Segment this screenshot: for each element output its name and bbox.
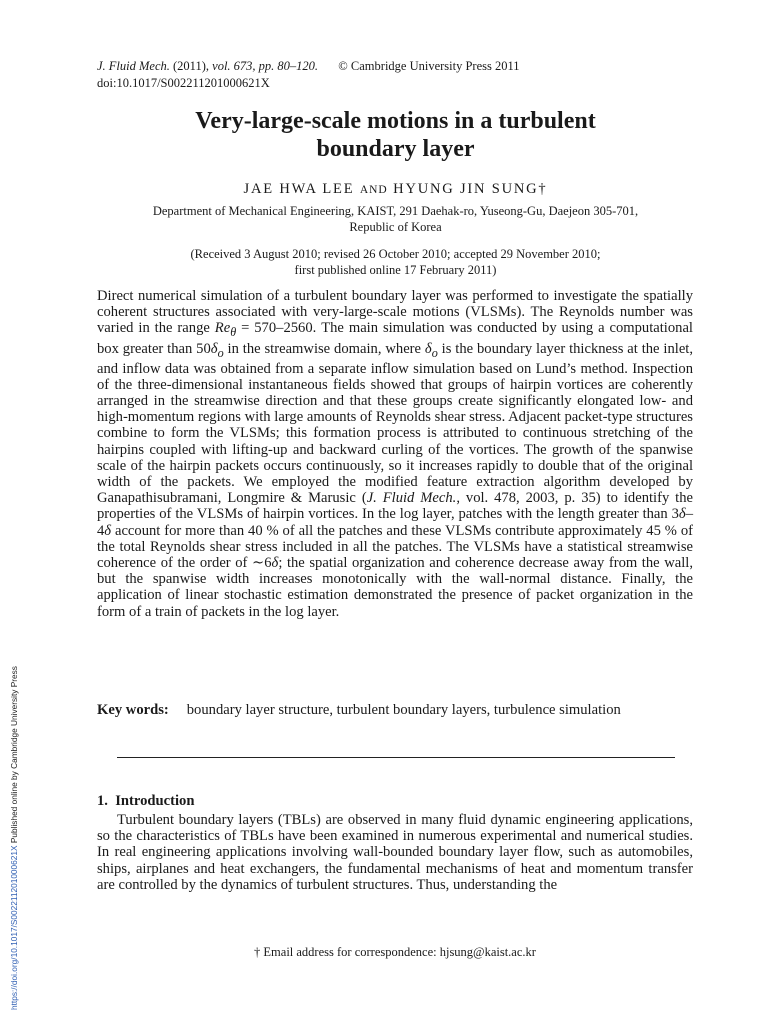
delta-symbol: δ bbox=[210, 340, 218, 357]
reynolds-symbol: Re bbox=[214, 320, 231, 337]
delta-subscript: o bbox=[431, 345, 438, 360]
author-1: JAE HWA LEE bbox=[243, 181, 355, 197]
journal-year: (2011), bbox=[173, 59, 210, 73]
abstract-text: account for more than 40 % of all the patches and these VLSMs contribute approximately 45 % of the total Reynolds shear stress included in all the patches. The VLSMs have a statistical streamwise coherence of the order of ∼6 bbox=[97, 522, 693, 572]
copyright-notice: © Cambridge University Press 2011 bbox=[338, 59, 520, 73]
abstract-text: –4 bbox=[97, 506, 693, 539]
reynolds-range: = 570–2560 bbox=[236, 320, 313, 337]
abstract-text: in the streamwise domain, where bbox=[223, 340, 425, 357]
abstract-text: Direct numerical simulation of a turbulent boundary layer was performed to investigate the spatially coherent structures associated with very-large-scale motions (VLSMs). The Reynolds number was varied in the range bbox=[97, 288, 693, 337]
affiliation bbox=[97, 203, 694, 235]
delta-symbol: δ bbox=[424, 340, 432, 357]
journal-name: J. Fluid Mech. bbox=[97, 59, 170, 73]
title-line-2: boundary layer bbox=[316, 136, 475, 162]
title-line-1: Very-large-scale motions in a turbulent bbox=[195, 108, 596, 134]
keywords-label: Key words: bbox=[97, 702, 169, 718]
journal-volume: vol. 673, bbox=[212, 59, 256, 73]
journal-pages: pp. 80–120. bbox=[258, 59, 319, 73]
sidebar-text: Published online by Cambridge University Press bbox=[9, 666, 19, 846]
theta-subscript: θ bbox=[230, 325, 237, 340]
reference-journal: J. Fluid Mech. bbox=[366, 490, 457, 507]
abstract-text: . The main simulation was conducted by using a computational box greater than 50 bbox=[97, 320, 693, 357]
affiliation-line-2: Republic of Korea bbox=[349, 220, 442, 234]
section-divider bbox=[117, 757, 675, 758]
delta-symbol: δ bbox=[678, 506, 686, 523]
delta-subscript: o bbox=[217, 345, 224, 360]
author-conjunction: AND bbox=[359, 184, 388, 196]
submission-dates bbox=[97, 246, 694, 278]
section-number: 1. bbox=[97, 793, 108, 809]
journal-header bbox=[97, 58, 520, 92]
delta-symbol: δ bbox=[104, 522, 112, 539]
dates-line-1: (Received 3 August 2010; revised 26 October 2010; accepted 29 November 2010; bbox=[190, 247, 601, 261]
section-title: Introduction bbox=[115, 793, 195, 809]
doi-line: doi:10.1017/S002211201000621X bbox=[97, 76, 270, 90]
section-heading bbox=[97, 792, 194, 810]
doi-link[interactable]: https://doi.org/10.1017/S002211201000621X bbox=[9, 845, 19, 1010]
correspondence-footnote: † Email address for correspondence: hjsung@kaist.ac.kr bbox=[254, 945, 536, 959]
abstract-text: is the boundary layer thickness at the inlet, and inflow data was obtained from a separate inflow simulation based on Lund’s method. Inspection of the three-dimensional instantaneous fields showed that groups of hairpin vortices are coherently arranged in the streamwise direction and that these groups create significantly elongated low- and high-momentum regions with large amounts of Reynolds shear stress. Adjacent packet-type structures combine to form the VLSMs; this formation process is attributed to continuous stretching of the hairpins coupled with lifting-up and backward curling of the vortices. The growth of the spanwise scale of the hairpin packets occurs continuously, so it increases rapidly to double that of the original width of the packets. We employed the modified feature extraction algorithm developed by Ganapathisubramani, Longmire & Marusic ( bbox=[97, 340, 694, 507]
abstract-text: , vol. 478, 2003, p. 35) to identify the properties of the VLSMs of hairpin vortices. In the log layer, patches with the length greater than 3 bbox=[97, 490, 694, 523]
paper-title bbox=[97, 107, 694, 163]
sidebar-publication-note bbox=[8, 630, 20, 1010]
author-list bbox=[97, 180, 694, 199]
keywords bbox=[97, 702, 693, 719]
author-2: HYUNG JIN SUNG† bbox=[393, 181, 548, 197]
abstract-text: ; the spatial organization and coherence decrease away from the wall, but the spanwise width increases monotonically with the wall-normal distance. Finally, the application of linear stochastic estimation demonstrated the presence of packet organization in the form of a train of packets in the log layer. bbox=[97, 555, 693, 620]
dates-line-2: first published online 17 February 2011) bbox=[294, 263, 497, 277]
citation-line bbox=[97, 58, 520, 75]
delta-symbol: δ bbox=[271, 555, 279, 572]
intro-paragraph: Turbulent boundary layers (TBLs) are observed in many fluid dynamic engineering applications, so the characteristics of TBLs have been examined in numerous experimental and numerical studies. In real engineering applications involving wall-bounded boundary layer flow, such as automobiles, ships, airplanes and heat exchangers, the fundamental mechanisms of heat and momentum transfer are controlled by the dynamics of turbulent structures. Thus, understanding the bbox=[97, 812, 693, 893]
abstract bbox=[97, 288, 693, 620]
keywords-text: boundary layer structure, turbulent boundary layers, turbulence simulation bbox=[186, 702, 621, 718]
affiliation-line-1: Department of Mechanical Engineering, KAIST, 291 Daehak-ro, Yuseong-Gu, Daejeon 305-701, bbox=[152, 204, 639, 218]
